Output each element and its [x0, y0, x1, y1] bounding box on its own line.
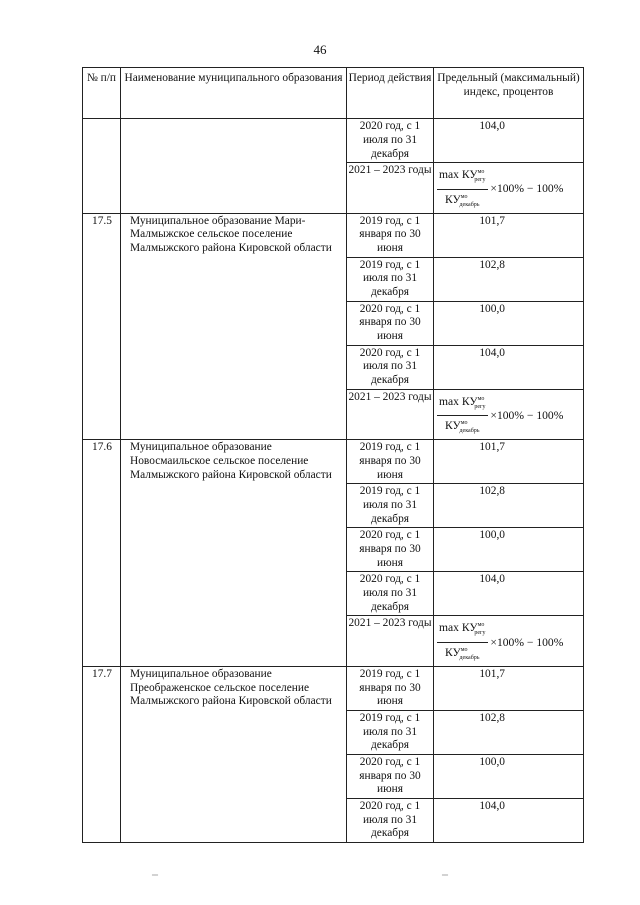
header-name: Наименование муниципального образования	[121, 68, 347, 119]
table-row	[83, 666, 584, 710]
period-cell: 2021 – 2023 годы	[347, 616, 434, 667]
scan-mark: ‗‗	[152, 870, 158, 876]
index-formula: $\frac{\max КУ^{мо}_{регу}}{КУ^{мо}_{декабрь}}$ ×100% − 100%	[434, 163, 584, 214]
municipality-name: Муниципальное образование Новосмаильское сельское поселение Малмыжского района Кировской области	[121, 440, 347, 667]
scan-mark: ‗‗	[442, 870, 448, 876]
index-value: 104,0	[434, 345, 584, 389]
table-row	[83, 440, 584, 484]
index-value: 104,0	[434, 798, 584, 842]
period-cell: 2021 – 2023 годы	[347, 389, 434, 440]
table-row	[83, 213, 584, 257]
page-number: 46	[313, 42, 327, 57]
row-number: 17.5	[83, 213, 121, 440]
index-value: 101,7	[434, 440, 584, 484]
header-period: Период действия	[347, 68, 434, 119]
period-cell: 2020 год, с 1 июля по 31 декабря	[347, 119, 434, 163]
index-value: 100,0	[434, 301, 584, 345]
index-value: 102,8	[434, 710, 584, 754]
municipality-name	[121, 119, 347, 214]
index-value: 100,0	[434, 528, 584, 572]
index-formula: $\frac{\max КУ^{мо}_{регу}}{КУ^{мо}_{декабрь}}$ ×100% − 100%	[434, 389, 584, 440]
header-num: № п/п	[83, 68, 121, 119]
index-value: 101,7	[434, 213, 584, 257]
period-cell: 2021 – 2023 годы	[347, 163, 434, 214]
period-cell: 2020 год, с 1 июля по 31 декабря	[347, 798, 434, 842]
index-formula: $\frac{\max КУ^{мо}_{регу}}{КУ^{мо}_{декабрь}}$ ×100% − 100%	[434, 616, 584, 667]
index-value: 102,8	[434, 484, 584, 528]
municipality-name: Муниципальное образование Преображенское сельское поселение Малмыжского района Кировской области	[121, 666, 347, 842]
period-cell: 2020 год, с 1 января по 30 июня	[347, 754, 434, 798]
period-cell: 2020 год, с 1 июля по 31 декабря	[347, 572, 434, 616]
row-number: 17.7	[83, 666, 121, 842]
header-index: Предельный (максимальный) индекс, процентов	[434, 68, 584, 119]
index-value: 101,7	[434, 666, 584, 710]
index-value: 100,0	[434, 754, 584, 798]
period-cell: 2019 год, с 1 июля по 31 декабря	[347, 710, 434, 754]
row-number	[83, 119, 121, 214]
period-cell: 2020 год, с 1 января по 30 июня	[347, 528, 434, 572]
index-value: 104,0	[434, 119, 584, 163]
period-cell: 2019 год, с 1 января по 30 июня	[347, 666, 434, 710]
table-header-row	[83, 68, 584, 119]
tariff-index-table	[82, 67, 584, 843]
table-row	[83, 119, 584, 163]
index-value: 102,8	[434, 257, 584, 301]
table-body	[83, 119, 584, 843]
period-cell: 2019 год, с 1 июля по 31 декабря	[347, 257, 434, 301]
row-number: 17.6	[83, 440, 121, 667]
index-value: 104,0	[434, 572, 584, 616]
period-cell: 2019 год, с 1 января по 30 июня	[347, 213, 434, 257]
period-cell: 2020 год, с 1 июля по 31 декабря	[347, 345, 434, 389]
period-cell: 2019 год, с 1 июля по 31 декабря	[347, 484, 434, 528]
municipality-name: Муниципальное образование Мари-Малмыжское сельское поселение Малмыжского района Кировской области	[121, 213, 347, 440]
period-cell: 2020 год, с 1 января по 30 июня	[347, 301, 434, 345]
period-cell: 2019 год, с 1 января по 30 июня	[347, 440, 434, 484]
